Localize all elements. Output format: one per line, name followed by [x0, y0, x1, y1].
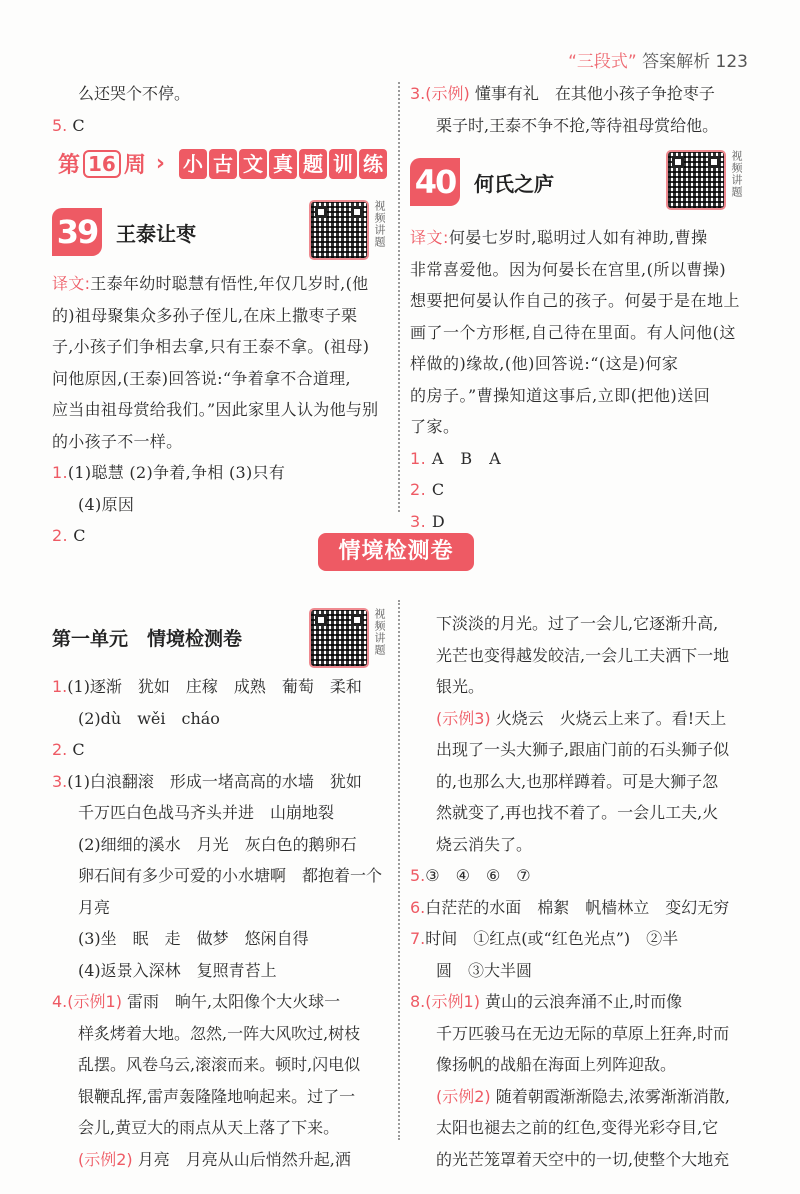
chevron-right-icon: ›	[155, 151, 165, 176]
top-right-column: 3.(示例) 懂事有礼 在其他小孩子争抢枣子 栗子时,王泰不争不抢,等待祖母赏给他。	[410, 78, 750, 141]
column-divider-top	[398, 82, 400, 512]
answer-4: 4.(示例1) 雷雨 晌午,太阳像个大火球一	[52, 992, 341, 1011]
answer-6: 6.白茫茫的水面 棉絮 帆樯林立 变幻无穷	[410, 897, 730, 917]
answer-3: 3.(1)白浪翻滚 形成一堵高高的水墙 犹如	[52, 771, 362, 791]
qr-code-icon[interactable]	[666, 150, 726, 210]
continuation-text: 么还哭个不停。	[78, 84, 191, 103]
qr-label: 视频讲题	[730, 150, 743, 198]
lesson-39-heading	[52, 208, 196, 256]
qr-code-icon[interactable]	[309, 608, 369, 668]
page-header	[568, 47, 748, 72]
video-qr-40[interactable]	[666, 150, 742, 210]
answer-1: 1.(1)聪慧 (2)争着,争相 (3)只有	[52, 463, 286, 482]
answer-3: 3. D	[410, 511, 446, 531]
video-qr-39[interactable]	[309, 200, 385, 260]
header-title: 答案解析	[642, 52, 711, 72]
translation-label: 译文:	[52, 274, 91, 293]
lesson-number-badge: 40	[410, 158, 460, 206]
brand-label: “三段式”	[568, 52, 637, 72]
column-divider-bottom	[398, 600, 400, 1140]
answer-8: 8.(示例1) 黄山的云浪奔涌不止,时而像	[410, 992, 683, 1011]
unit1-right-column: 下淡淡的月光。过了一会儿,它逐渐升高, 光芒也变得越发皎洁,一会儿工夫洒下一地 银光。 (示例3) 火烧云 火烧云上来了。看!天上 出现了一头大狮子,跟庙门前的石头狮子似 的,也那么大,也那样蹲着。可是大狮子忽 然就变了,再也找不着了。一会儿工夫,火 烧云消失了。 5.③ ④ ⑥ ⑦ 6.白茫茫的水面 棉絮 帆樯林立 变幻无穷 7.时间 ①红点(或“红色光点”) ②半 圆 ③大半圆 8.(示例1) 黄山的云浪奔涌不止,时而像 千万匹骏马在无边无际的草原上狂奔,时而 像扬帆的战船在海面上列阵迎敌。 (示例2) 随着朝霞渐渐隐去,浓雾渐渐消散, 太阳也褪去之前的红色,变得光彩夺目,它 的光芒笼罩着天空中的一切,使整个大地充	[410, 608, 755, 1175]
qr-label: 视频讲题	[373, 200, 386, 248]
video-qr-unit1[interactable]	[309, 608, 385, 668]
lesson-title: 王泰让枣	[116, 221, 196, 246]
answer-3: 3.(示例) 懂事有礼 在其他小孩子争抢枣子	[410, 84, 715, 103]
answer-2: 2. C	[52, 526, 86, 545]
lesson-number-badge: 39	[52, 208, 102, 256]
week-banner: 第 16 周 › 小 古 文 真 题 训 练	[58, 148, 389, 179]
answer-2: 2. C	[410, 480, 445, 499]
answer-7: 7.时间 ①红点(或“红色光点”) ②半	[410, 929, 679, 948]
banner-chip: 真	[269, 149, 297, 179]
banner-chip: 练	[359, 149, 387, 179]
answer-2: 2. C	[52, 740, 85, 759]
banner-chip: 训	[329, 149, 357, 179]
banner-chip: 文	[239, 149, 267, 179]
week-number-badge: 16	[83, 150, 121, 178]
banner-chip: 题	[299, 149, 327, 179]
lesson-40-heading	[410, 158, 554, 206]
answer-5: 5.③ ④ ⑥ ⑦	[410, 866, 531, 885]
translation-label: 译文:	[410, 228, 449, 247]
top-left-column	[52, 78, 387, 141]
banner-chip: 小	[179, 149, 207, 179]
answer-1: 1. A B A	[410, 448, 502, 468]
unit-title: 第一单元 情境检测卷	[52, 628, 243, 650]
lesson-40-body: 译文:何晏七岁时,聪明过人如有神助,曹操 非常喜爱他。因为何晏长在宫里,(所以曹操) 想要把何晏认作自己的孩子。何晏于是在地上 画了一个方形框,自己待在里面。有人问他(这 样做的)缘故,(他)回答说:“(这是)何家 的房子。”曹操知道这事后,立即(把他)送回 了家。 1. A B A 2. C 3. D	[410, 222, 750, 537]
section-banner: 情境检测卷	[318, 533, 474, 571]
qr-label: 视频讲题	[373, 608, 386, 656]
answer-5: 5. C	[52, 115, 85, 135]
banner-chip: 古	[209, 149, 237, 179]
answer-1: 1.(1)逐渐 犹如 庄稼 成熟 葡萄 柔和	[52, 677, 362, 696]
unit1-left-column: 1.(1)逐渐 犹如 庄稼 成熟 葡萄 柔和 (2)dù wěi cháo 2. C 3.(1)白浪翻滚 形成一堵高高的水墙 犹如 千万匹白色战马齐头并进 山崩地裂 (2)细细的溪水 月光 灰白色的鹅卵石 卵石间有多少可爱的小水塘啊 都抱着一个 月亮 (3)坐 眠 走 做梦 悠闲自得 (4)返景入深林 复照青苔上 4.(示例1) 雷雨 晌午,太阳像个大火球一 样炙烤着大地。忽然,一阵大风吹过,树枝 乱摆。风卷乌云,滚滚而来。顿时,闪电似 银鞭乱挥,雷声轰隆隆地响起来。过了一 会儿,黄豆大的雨点从天上落了下来。 (示例2) 月亮 月亮从山后悄然升起,洒	[52, 671, 392, 1175]
lesson-39-body: 译文:王泰年幼时聪慧有悟性,年仅几岁时,(他 的)祖母聚集众多孙子侄儿,在床上撒枣子栗 子,小孩子们争相去拿,只有王泰不拿。(祖母) 问他原因,(王泰)回答说:“争着拿不合道理, 应当由祖母赏给我们。”因此家里人认为他与别 的小孩子不一样。 1.(1)聪慧 (2)争着,争相 (3)只有 (4)原因 2. C	[52, 268, 388, 552]
page-number: 123	[715, 52, 748, 72]
lesson-title: 何氏之庐	[474, 171, 554, 196]
qr-code-icon[interactable]	[309, 200, 369, 260]
